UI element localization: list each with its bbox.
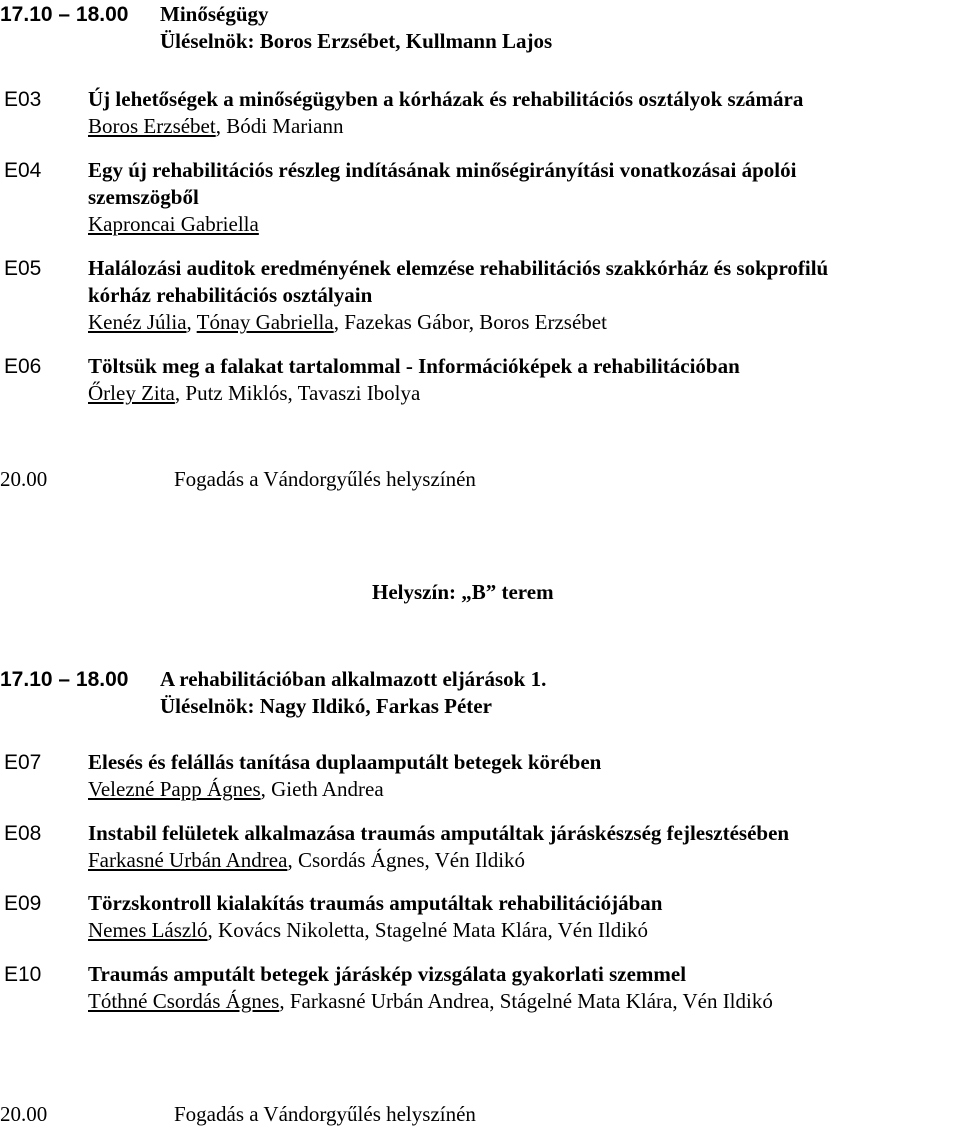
abstract-title: Új lehetőségek a minőségügyben a kórházak és rehabilitációs osztályok számára	[88, 87, 804, 111]
abstract-authors	[88, 309, 956, 336]
abstract-code: E03	[4, 88, 42, 111]
abstract-entry	[88, 749, 956, 803]
presenting-author: Farkasné Urbán Andrea	[88, 848, 288, 872]
abstract-authors	[88, 917, 956, 944]
presenting-author: Kaproncai Gabriella	[88, 212, 259, 236]
abstract-entry	[88, 890, 956, 944]
presenting-author: Nemes László	[88, 918, 208, 942]
session-title: Minőségügy	[160, 2, 269, 26]
session-time: 17.10 – 18.00	[0, 3, 129, 26]
abstract-title-line: szemszögből	[88, 185, 199, 209]
abstract-entry	[88, 86, 956, 140]
session-title: A rehabilitációban alkalmazott eljárások 1.	[160, 667, 547, 691]
abstract-code: E10	[4, 963, 42, 986]
abstract-title: Traumás amputált betegek járáskép vizsgálata gyakorlati szemmel	[88, 962, 687, 986]
co-authors: , Fazekas Gábor, Boros Erzsébet	[333, 310, 607, 334]
abstract-title-line: kórház rehabilitációs osztályain	[88, 283, 373, 307]
abstract-title-line: Halálozási auditok eredményének elemzése rehabilitációs szakkórház és sokprofilú	[88, 256, 829, 280]
abstract-entry	[88, 157, 956, 238]
abstract-authors	[88, 988, 956, 1015]
abstract-code: E04	[4, 159, 42, 182]
abstract-code: E07	[4, 751, 42, 774]
abstract-title: Töltsük meg a falakat tartalommal - Információképek a rehabilitációban	[88, 354, 740, 378]
session-time: 17.10 – 18.00	[0, 668, 129, 691]
abstract-authors	[88, 776, 956, 803]
abstract-title: Törzskontroll kialakítás traumás amputáltak rehabilitációjában	[88, 891, 663, 915]
session-chairs: Üléselnök: Nagy Ildikó, Farkas Péter	[160, 694, 492, 718]
presenting-author: Boros Erzsébet	[88, 114, 216, 138]
reception-text: Fogadás a Vándorgyűlés helyszínén	[174, 467, 476, 491]
abstract-title: Instabil felületek alkalmazása traumás amputáltak járáskészség fejlesztésében	[88, 821, 790, 845]
author-separator: ,	[186, 310, 197, 334]
reception-time: 20.00	[0, 1102, 48, 1126]
abstract-authors	[88, 847, 956, 874]
session-chairs: Üléselnök: Boros Erzsébet, Kullmann Lajos	[160, 29, 553, 53]
presenting-author: Tónay Gabriella	[196, 310, 334, 334]
abstract-code: E09	[4, 892, 42, 915]
abstract-code: E06	[4, 355, 42, 378]
abstract-entry	[88, 255, 956, 336]
abstract-entry	[88, 961, 956, 1015]
abstract-entry	[88, 353, 956, 407]
abstract-authors	[88, 211, 956, 238]
abstract-title	[88, 255, 956, 309]
co-authors: , Gieth Andrea	[260, 777, 384, 801]
venue-heading: Helyszín: „B” terem	[372, 580, 554, 604]
co-authors: , Csordás Ágnes, Vén Ildikó	[287, 848, 526, 872]
reception-time: 20.00	[0, 467, 48, 491]
abstract-authors	[88, 113, 956, 140]
co-authors: , Farkasné Urbán Andrea, Stágelné Mata Klára, Vén Ildikó	[279, 989, 773, 1013]
presenting-author: Kenéz Júlia	[88, 310, 187, 334]
abstract-code: E05	[4, 257, 42, 280]
co-authors: , Putz Miklós, Tavaszi Ibolya	[174, 381, 421, 405]
co-authors: , Kovács Nikoletta, Stagelné Mata Klára, Vén Ildikó	[207, 918, 649, 942]
abstract-title	[88, 157, 956, 211]
abstract-title: Elesés és felállás tanítása duplaamputált betegek körében	[88, 750, 602, 774]
presenting-author: Velezné Papp Ágnes	[88, 777, 261, 801]
abstract-authors	[88, 380, 956, 407]
abstract-title-line: Egy új rehabilitációs részleg indításának minőségirányítási vonatkozásai ápolói	[88, 158, 797, 182]
co-authors: , Bódi Mariann	[215, 114, 344, 138]
presenting-author: Őrley Zita	[88, 381, 175, 405]
abstract-code: E08	[4, 822, 42, 845]
reception-text: Fogadás a Vándorgyűlés helyszínén	[174, 1102, 476, 1126]
abstract-entry	[88, 820, 956, 874]
presenting-author: Tóthné Csordás Ágnes	[88, 989, 280, 1013]
